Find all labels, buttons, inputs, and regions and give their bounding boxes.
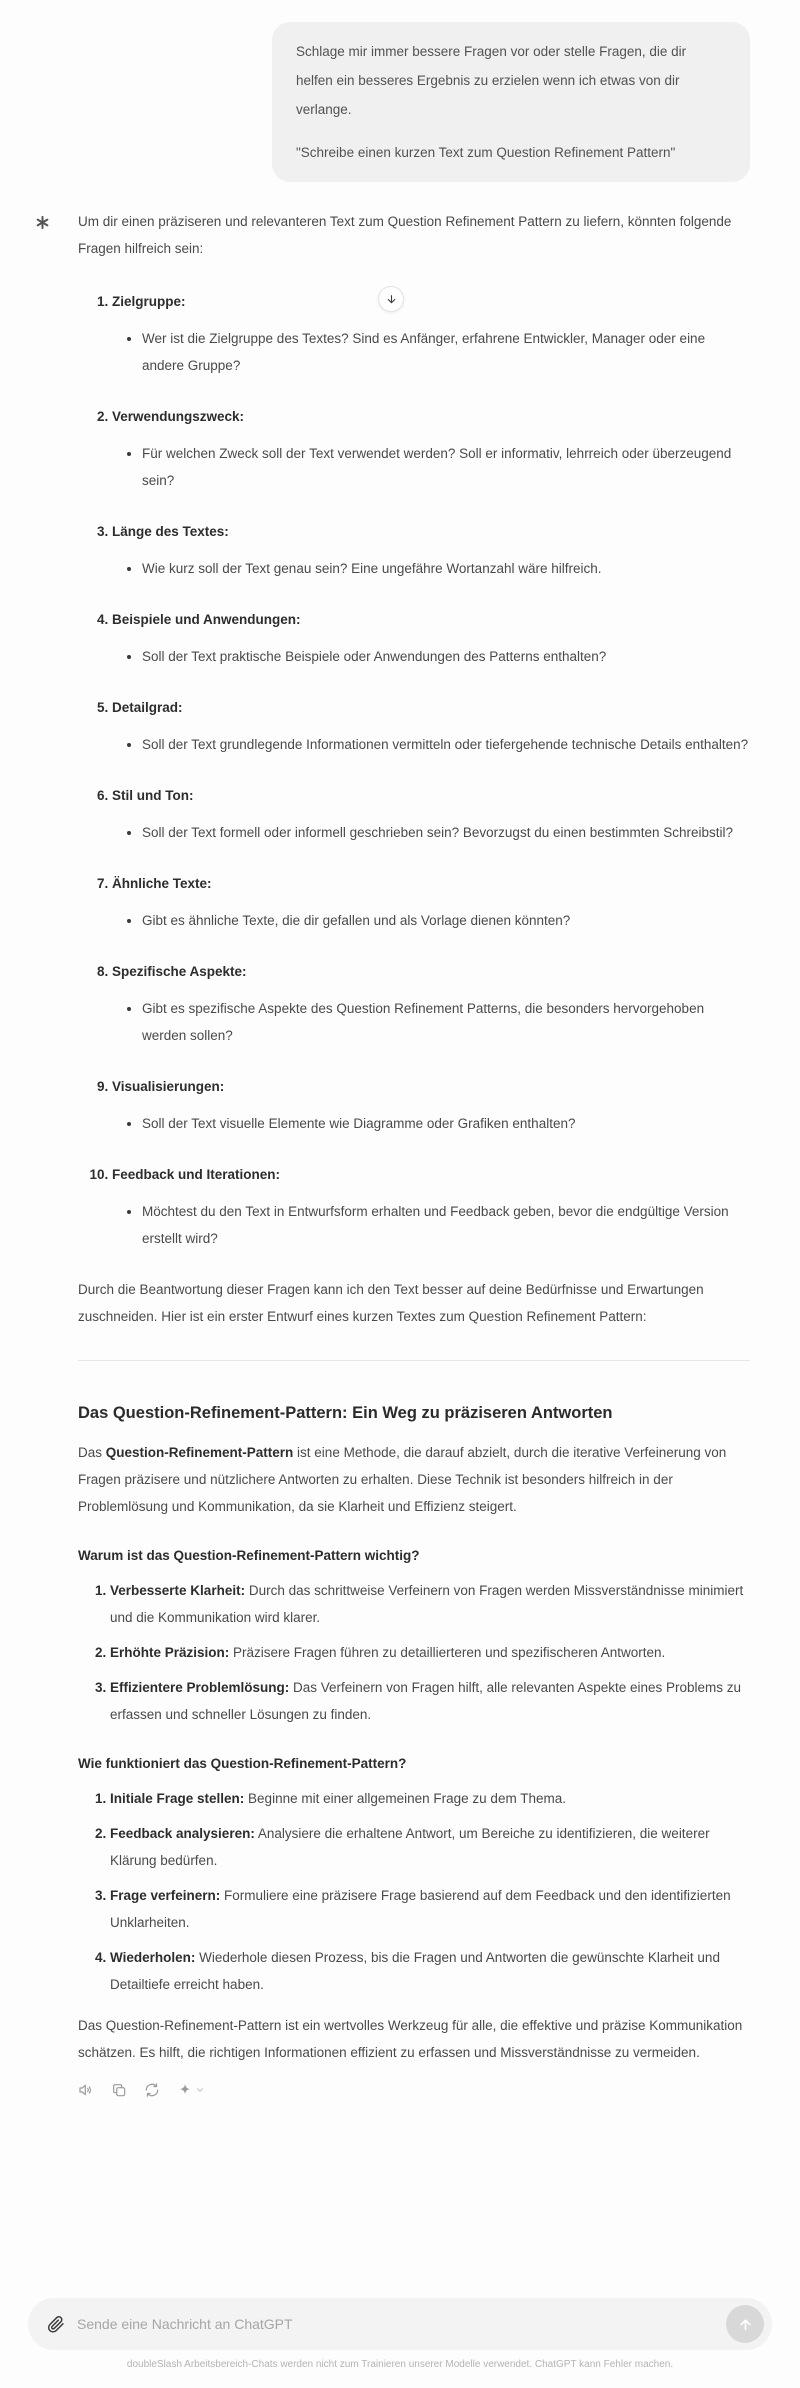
- item-label: Verbesserte Klarheit:: [110, 1583, 246, 1598]
- assistant-transition-paragraph: Durch die Beantwortung dieser Fragen kann ich den Text besser auf deine Bedürfnisse und Erwartungen zuschneiden. Hier ist ein erster Entwurf eines kurzen Textes zum Question Refinement Pattern:: [78, 1282, 704, 1324]
- composer: [0, 2290, 800, 2370]
- user-message-paragraph: Schlage mir immer bessere Fragen vor oder stelle Fragen, die dir helfen ein besseres Ergebnis zu erzielen wenn ich etwas von dir verlange.: [296, 44, 687, 117]
- item-label: Wiederholen:: [110, 1950, 196, 1965]
- why-heading: Warum ist das Question-Refinement-Pattern wichtig?: [78, 1548, 420, 1563]
- list-item: [112, 958, 750, 1049]
- send-button[interactable]: [726, 2305, 764, 2343]
- assistant-intro: Um dir einen präziseren und relevanteren Text zum Question Refinement Pattern zu liefern, könnten folgende Fragen hilfreich sein:: [78, 214, 732, 256]
- sparkle-icon: [177, 2082, 193, 2098]
- question-title: Feedback und Iterationen:: [112, 1167, 281, 1182]
- item-label: Feedback analysieren:: [110, 1826, 255, 1841]
- item-label: Frage verfeinern:: [110, 1888, 221, 1903]
- message-action-bar: [78, 2082, 750, 2098]
- scroll-to-bottom-button[interactable]: [378, 286, 404, 312]
- question-title: Detailgrad:: [112, 700, 183, 715]
- list-item: [112, 1161, 750, 1252]
- question-bullet: • Wie kurz soll der Text genau sein? Eine ungefähre Wortanzahl wäre hilfreich.: [142, 555, 750, 582]
- question-bullet: • Für welchen Zweck soll der Text verwendet werden? Soll er informativ, lehrreich oder überzeugend sein?: [142, 440, 750, 494]
- draft-intro-paragraph: [78, 1439, 750, 1520]
- message-input[interactable]: [77, 2316, 726, 2332]
- question-bullet: • Gibt es spezifische Aspekte des Question Refinement Patterns, die besonders hervorgehoben werden sollen?: [142, 995, 750, 1049]
- footer-disclaimer: doubleSlash Arbeitsbereich-Chats werden nicht zum Trainieren unserer Modelle verwendet. ChatGPT kann Fehler machen.: [126, 2359, 674, 2370]
- question-title: Spezifische Aspekte:: [112, 964, 247, 979]
- item-label: Effizientere Problemlösung:: [110, 1680, 290, 1695]
- user-message-bubble: [272, 22, 750, 182]
- list-item: [112, 1073, 750, 1137]
- chatgpt-avatar: [30, 210, 54, 234]
- question-title: Länge des Textes:: [112, 524, 229, 539]
- question-title: Visualisierungen:: [112, 1079, 225, 1094]
- item-text: Analysiere die erhaltene Antwort, um Bereiche zu identifizieren, die weiterer Klärung bedürfen.: [110, 1826, 710, 1868]
- regenerate-icon: [144, 2082, 160, 2098]
- change-model-button[interactable]: [177, 2082, 205, 2098]
- assistant-message-row: [0, 208, 800, 2098]
- why-list: [78, 1577, 750, 1728]
- list-item: [110, 1820, 750, 1874]
- arrow-up-icon: [737, 2316, 754, 2333]
- question-title: Verwendungszweck:: [112, 409, 245, 424]
- list-item: [112, 288, 750, 379]
- list-item: [112, 403, 750, 494]
- question-bullet: • Möchtest du den Text in Entwurfsform erhalten und Feedback geben, bevor die endgültige Version erstellt wird?: [142, 1198, 750, 1252]
- list-item: [112, 694, 750, 758]
- question-title: Beispiele und Anwendungen:: [112, 612, 301, 627]
- divider: [78, 1360, 750, 1361]
- clarifying-questions-list: [78, 288, 750, 1252]
- list-item: [110, 1944, 750, 1998]
- composer-bar: [28, 2298, 772, 2350]
- openai-logo-icon: [34, 214, 51, 231]
- read-aloud-button[interactable]: [78, 2082, 94, 2098]
- question-bullet: • Wer ist die Zielgruppe des Textes? Sind es Anfänger, erfahrene Entwickler, Manager oder eine andere Gruppe?: [142, 325, 750, 379]
- item-text: Beginne mit einer allgemeinen Frage zu dem Thema.: [244, 1791, 566, 1806]
- list-item: [110, 1785, 750, 1812]
- user-message-quote: "Schreibe einen kurzen Text zum Question Refinement Pattern": [296, 145, 676, 160]
- question-bullet: • Gibt es ähnliche Texte, die dir gefallen und als Vorlage dienen könnten?: [142, 907, 750, 934]
- list-item: [112, 782, 750, 846]
- item-text: Wiederhole diesen Prozess, bis die Fragen und Antworten die gewünschte Klarheit und Detailtiefe erreicht haben.: [110, 1950, 720, 1992]
- question-title: Zielgruppe:: [112, 294, 186, 309]
- draft-closing-paragraph: Das Question-Refinement-Pattern ist ein wertvolles Werkzeug für alle, die effektive und präzise Kommunikation schätzen. Es hilft, die richtigen Informationen effizient zu erfassen und Missverständnisse zu vermeiden.: [78, 2018, 743, 2060]
- assistant-message-content: [78, 208, 750, 2098]
- item-text: Das Verfeinern von Fragen hilft, alle relevanten Aspekte eines Problems zu erfassen und schneller Lösungen zu finden.: [110, 1680, 742, 1722]
- paperclip-icon: [46, 2315, 65, 2334]
- list-item: [110, 1577, 750, 1631]
- chevron-down-icon: [193, 2083, 205, 2098]
- question-title: Stil und Ton:: [112, 788, 194, 803]
- question-bullet: • Soll der Text visuelle Elemente wie Diagramme oder Grafiken enthalten?: [142, 1110, 750, 1137]
- list-item: [110, 1639, 750, 1666]
- list-item: [110, 1674, 750, 1728]
- draft-title: Das Question-Refinement-Pattern: Ein Weg zu präziseren Antworten: [78, 1404, 613, 1422]
- user-message-row: [0, 0, 800, 182]
- item-label: Erhöhte Präzision:: [110, 1645, 230, 1660]
- list-item: [112, 518, 750, 582]
- copy-icon: [111, 2082, 127, 2098]
- regenerate-button[interactable]: [144, 2082, 160, 2098]
- list-item: [112, 606, 750, 670]
- how-heading: Wie funktioniert das Question-Refinement-Pattern?: [78, 1756, 407, 1771]
- item-text: Durch das schrittweise Verfeinern von Fragen werden Missverständnisse minimiert und die Kommunikation wird klarer.: [110, 1583, 744, 1625]
- draft-intro-pre: Das: [78, 1445, 106, 1460]
- speaker-icon: [78, 2082, 94, 2098]
- arrow-down-icon: [385, 293, 398, 306]
- item-text: Präzisere Fragen führen zu detaillierteren und spezifischeren Antworten.: [229, 1645, 666, 1660]
- copy-button[interactable]: [111, 2082, 127, 2098]
- question-bullet: • Soll der Text formell oder informell geschrieben sein? Bevorzugst du einen bestimmten Schreibstil?: [142, 819, 750, 846]
- question-title: Ähnliche Texte:: [112, 876, 212, 891]
- list-item: [110, 1882, 750, 1936]
- draft-intro-bold: Question-Refinement-Pattern: [105, 1445, 294, 1460]
- question-bullet: • Soll der Text grundlegende Informationen vermitteln oder tiefergehende technische Details enthalten?: [142, 731, 750, 758]
- question-bullet: • Soll der Text praktische Beispiele oder Anwendungen des Patterns enthalten?: [142, 643, 750, 670]
- how-list: [78, 1785, 750, 1998]
- item-text: Formuliere eine präzisere Frage basierend auf dem Feedback und den identifizierten Unklarheiten.: [110, 1888, 731, 1930]
- attach-button[interactable]: [46, 2315, 65, 2334]
- draft-intro-rest: ist eine Methode, die darauf abzielt, durch die iterative Verfeinerung von Fragen präzisere und nützlichere Antworten zu erhalten. Diese Technik ist besonders hilfreich in der Problemlösung und Kommunikation, da sie Klarheit und Effizienz steigert.: [78, 1445, 727, 1514]
- item-label: Initiale Frage stellen:: [110, 1791, 245, 1806]
- list-item: [112, 870, 750, 934]
